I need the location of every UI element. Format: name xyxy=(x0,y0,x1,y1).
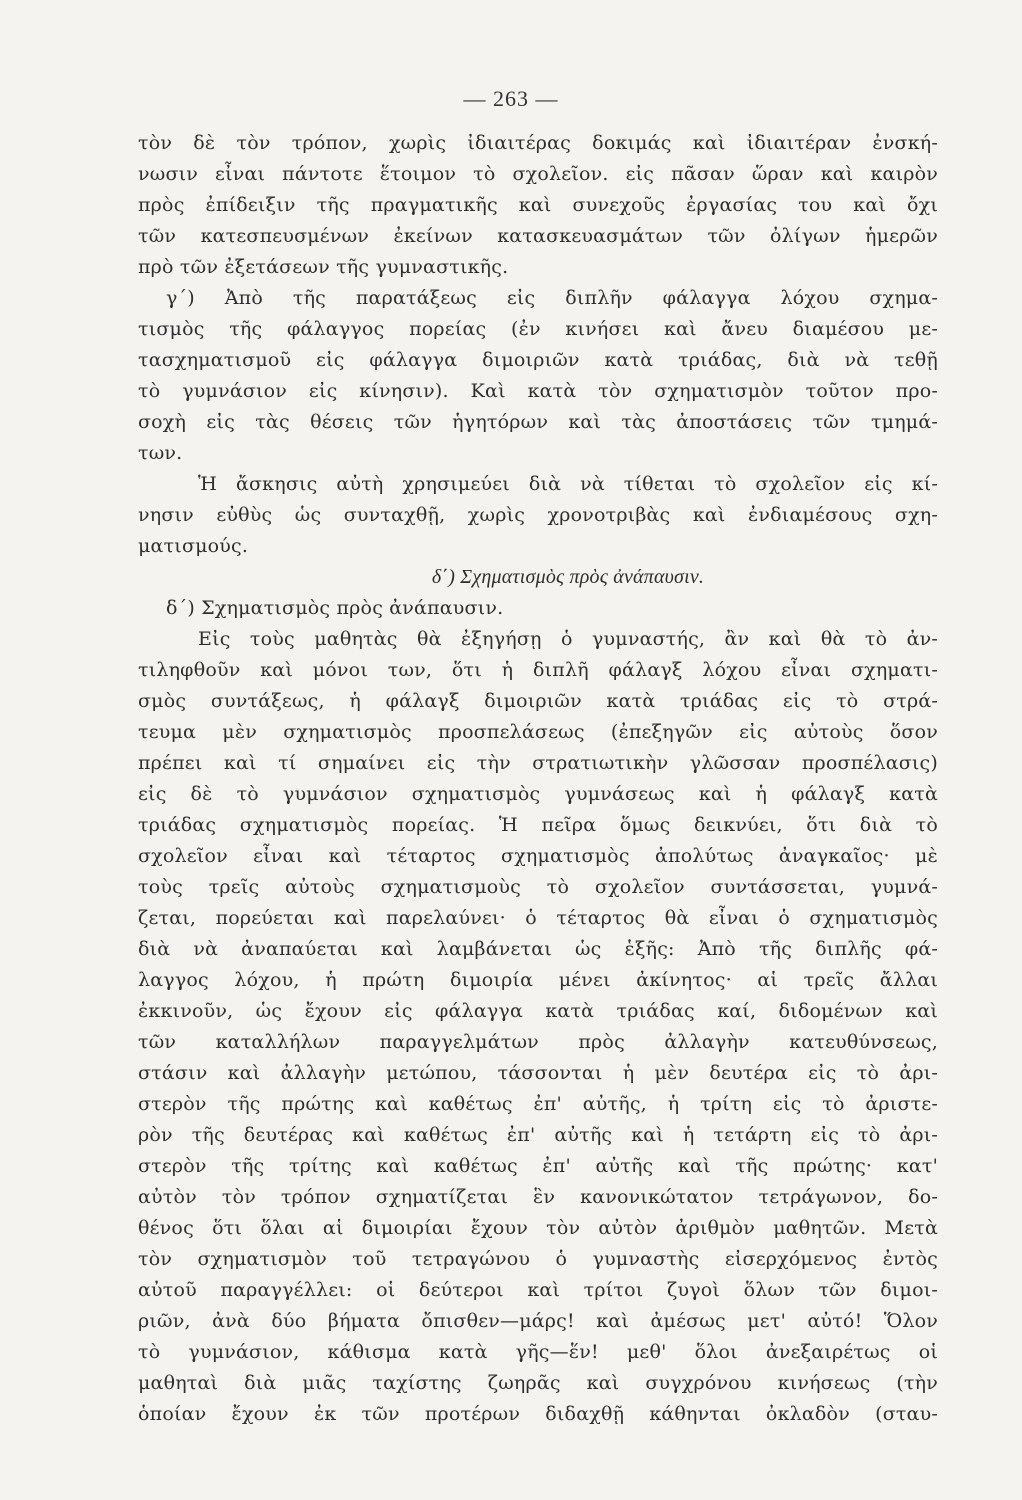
text-line: τασχηματισμοῦ εἰς φάλαγγα διμοιριῶν κατὰ τριάδας, διὰ νὰ τεθῇ xyxy=(138,349,938,371)
text-line: διὰ νὰ ἀναπαύεται καὶ λαμβάνεται ὡς ἑξῆς: Ἀπὸ τῆς διπλῆς φά- xyxy=(138,938,938,960)
text-line: τιληφθοῦν καὶ μόνοι των, ὅτι ἡ διπλῆ φάλαγξ λόχου εἶναι σχηματι- xyxy=(138,659,938,681)
text-line: τευμα μὲν σχηματισμὸς προσπελάσεως (ἐπεξηγῶν εἰς αὐτοὺς ὅσον xyxy=(138,721,938,743)
text-line: Εἰς τοὺς μαθητὰς θὰ ἐξηγήσῃ ὁ γυμναστής, ἂν καὶ θὰ τὸ ἀν- xyxy=(198,628,938,650)
text-line: τὸν δὲ τὸν τρόπον, χωρὶς ἰδιαιτέρας δοκιμάς καὶ ἰδιαιτέραν ἐνσκή- xyxy=(138,132,938,154)
text-line: νησιν εὐθὺς ὡς συνταχθῇ, χωρὶς χρονοτριβὰς καὶ ἐνδιαμέσους σχη- xyxy=(138,504,938,526)
text-line: σχολεῖον εἶναι καὶ τέταρτος σχηματισμὸς ἀπολύτως ἀναγκαῖος· μὲ xyxy=(138,845,938,867)
text-line: πρὸ τῶν ἐξετάσεων τῆς γυμναστικῆς. xyxy=(138,256,509,278)
text-line: ριῶν, ἀνὰ δύο βήματα ὄπισθεν—μάρς! καὶ ἀμέσως μετ' αὐτό! Ὅλον xyxy=(138,1310,938,1332)
text-line: πρέπει καὶ τί σημαίνει εἰς τὴν στρατιωτικὴν γλῶσσαν προσπέλασις) xyxy=(138,752,938,774)
text-line: θένος ὅτι ὅλαι αἱ διμοιρίαι ἔχουν τὸν αὐτὸν ἀριθμὸν μαθητῶν. Μετὰ xyxy=(138,1217,938,1239)
text-line: τῶν καταλλήλων παραγγελμάτων πρὸς ἀλλαγὴν κατευθύνσεως, xyxy=(138,1031,938,1053)
text-line: αὐτὸν τὸν τρόπον σχηματίζεται ἓν κανονικώτατον τετράγωνον, δο- xyxy=(138,1186,938,1208)
text-block xyxy=(138,128,938,1430)
text-line: τοὺς τρεῖς αὐτοὺς σχηματισμοὺς τὸ σχολεῖον συντάσσεται, γυμνά- xyxy=(138,876,938,898)
text-line: μαθηταὶ διὰ μιᾶς ταχίστης ζωηρᾶς καὶ συγχρόνου κινήσεως (τὴν xyxy=(138,1372,938,1394)
text-line: τὸ γυμνάσιον, κάθισμα κατὰ γῆς—ἕν! μεθ' ὅλοι ἀνεξαιρέτως οἱ xyxy=(138,1341,938,1363)
text-line: σμὸς συντάξεως, ἡ φάλαγξ διμοιριῶν κατὰ τριάδας εἰς τὸ στρά- xyxy=(138,690,938,712)
text-line: τὸ γυμνάσιον εἰς κίνησιν). Καὶ κατὰ τὸν σχηματισμὸν τοῦτον προ- xyxy=(138,380,938,402)
text-line: ρὸν τῆς δευτέρας καὶ καθέτως ἐπ' αὐτῆς καὶ ἡ τετάρτη εἰς τὸ ἀρι- xyxy=(138,1124,938,1146)
section-heading: δ΄) Σχηματισμὸς πρὸς ἀνάπαυσιν. xyxy=(431,566,705,588)
text-line: τῶν κατεσπευσμένων ἐκείνων κατασκευασμάτων τῶν ὀλίγων ἡμερῶν xyxy=(138,225,938,247)
text-line: στερὸν τῆς τρίτης καὶ καθέτως ἐπ' αὐτῆς καὶ τῆς πρώτης· κατ' xyxy=(138,1155,938,1177)
text-line: σοχὴ εἰς τὰς θέσεις τῶν ἡγητόρων καὶ τὰς ἀποστάσεις τῶν τμημά- xyxy=(138,411,938,433)
text-line: ματισμούς. xyxy=(138,535,249,557)
text-line: Ἡ ἄσκησις αὐτὴ χρησιμεύει διὰ νὰ τίθεται τὸ σχολεῖον εἰς κί- xyxy=(198,473,938,495)
text-line: των. xyxy=(138,442,183,464)
text-line: αὐτοῦ παραγγέλλει: οἱ δεύτεροι καὶ τρίτοι ζυγοὶ ὅλων τῶν διμοι- xyxy=(138,1279,938,1301)
text-line: ἐκκινοῦν, ὡς ἔχουν εἰς φάλαγγα κατὰ τριάδας καί, διδομένων καὶ xyxy=(138,1000,938,1022)
text-line: εἰς δὲ τὸ γυμνάσιον σχηματισμὸς γυμνάσεως καὶ ἡ φάλαγξ κατὰ xyxy=(138,783,938,805)
text-line: ζεται, πορεύεται καὶ παρελαύνει· ὁ τέταρτος θὰ εἶναι ὁ σχηματισμὸς xyxy=(138,907,938,929)
text-line: λαγγος λόχου, ἡ πρώτη διμοιρία μένει ἀκίνητος· αἱ τρεῖς ἄλλαι xyxy=(138,969,938,991)
text-line: δ΄) Σχηματισμὸς πρὸς ἀνάπαυσιν. xyxy=(166,597,504,619)
text-line: στάσιν καὶ ἀλλαγὴν μετώπου, τάσσονται ἡ μὲν δευτέρα εἰς τὸ ἀρι- xyxy=(138,1062,938,1084)
text-line: στερὸν τῆς πρώτης καὶ καθέτως ἐπ' αὐτῆς, ἡ τρίτη εἰς τὸ ἀριστε- xyxy=(138,1093,938,1115)
text-line: ὁποίαν ἔχουν ἐκ τῶν προτέρων διδαχθῇ κάθηνται ὀκλαδὸν (σταυ- xyxy=(138,1403,938,1425)
text-line: τὸν σχηματισμὸν τοῦ τετραγώνου ὁ γυμναστὴς εἰσερχόμενος ἐντὸς xyxy=(138,1248,938,1270)
text-line: γ΄) Ἀπὸ τῆς παρατάξεως εἰς διπλῆν φάλαγγα λόχου σχημα- xyxy=(166,287,938,309)
text-line: πρὸς ἐπίδειξιν τῆς πραγματικῆς καὶ συνεχοῦς ἐργασίας του καὶ ὄχι xyxy=(138,194,938,216)
text-line: τριάδας σχηματισμὸς πορείας. Ἡ πεῖρα ὅμως δεικνύει, ὅτι διὰ τὸ xyxy=(138,814,938,836)
page-number: — 263 — xyxy=(463,86,559,111)
text-line: τισμὸς τῆς φάλαγγος πορείας (ἐν κινήσει καὶ ἄνευ διαμέσου με- xyxy=(138,318,938,340)
text-line: νωσιν εἶναι πάντοτε ἕτοιμον τὸ σχολεῖον. εἰς πᾶσαν ὥραν καὶ καιρὸν xyxy=(138,163,938,185)
